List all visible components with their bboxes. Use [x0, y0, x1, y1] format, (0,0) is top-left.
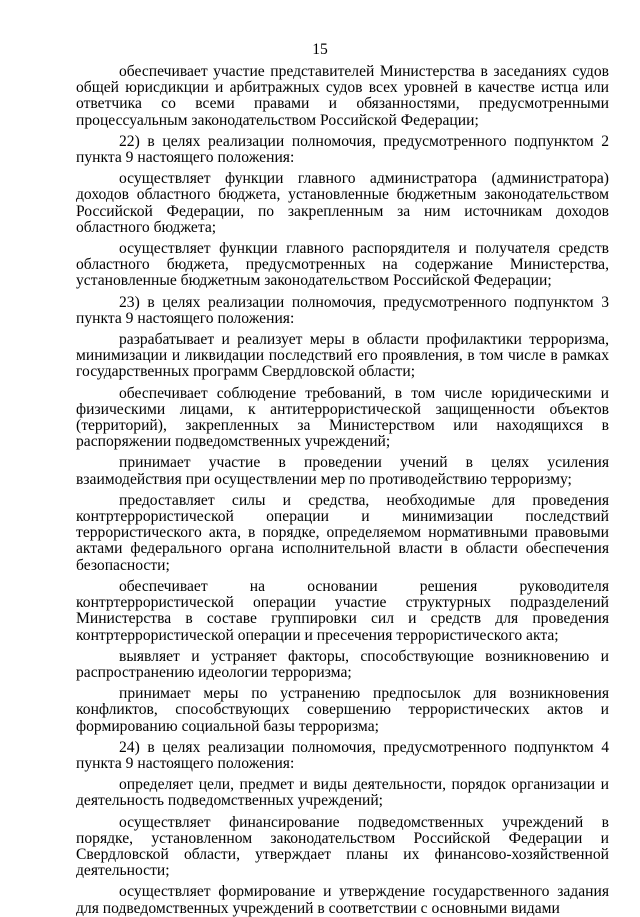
body-text: [76, 64, 609, 917]
paragraph: обеспечивает участие представителей Министерства в заседаниях судов общей юрисдикции и арбитражных судов всех уровней в качестве истца или ответчика со всеми правами и обязанностями, предусмотренными процессуальным законодательством Российской Федерации;: [76, 63, 609, 129]
paragraph: принимает меры по устранению предпосылок для возникновения конфликтов, способствующих совершению террористических актов и формированию социальной базы терроризма;: [76, 685, 609, 735]
paragraph: разрабатывает и реализует меры в области профилактики терроризма, минимизации и ликвидации последствий его проявления, в том числе в рамках государственных программ Свердловской области;: [76, 331, 609, 381]
paragraph: осуществляет функции главного распорядителя и получателя средств областного бюджета, предусмотренных на содержание Министерства, установленные бюджетным законодательством Российской Федерации;: [76, 240, 609, 290]
paragraph: обеспечивает соблюдение требований, в том числе юридическими и физическими лицами, к антитеррористической защищенности объектов (территорий), закрепленных за Министерством или находящихся в распоряжении подведомственных учреждений;: [76, 384, 609, 451]
paragraph: осуществляет финансирование подведомственных учреждений в порядке, установленном законодательством Российской Федерации и Свердловской области, утверждает планы их финансово-хозяйственной деятельности;: [76, 813, 609, 880]
paragraph: 23) в целях реализации полномочия, предусмотренного подпунктом 3 пункта 9 настоящего положения:: [76, 293, 609, 327]
page-number: 15: [312, 41, 328, 58]
paragraph: осуществляет функции главного администратора (администратора) доходов областного бюджета, установленные бюджетным законодательством Российской Федерации, по закрепленным за ним источникам доходов областного бюджета;: [76, 170, 609, 236]
paragraph: осуществляет формирование и утверждение государственного задания для подведомственных учреждений в соответствии с основными видами: [76, 883, 609, 917]
paragraph: определяет цели, предмет и виды деятельности, порядок организации и деятельность подведомственных учреждений;: [76, 776, 609, 810]
paragraph: принимает участие в проведении учений в целях усиления взаимодействия при осуществлении мер по противодействию терроризму;: [76, 454, 609, 488]
paragraph: выявляет и устраняет факторы, способствующие возникновению и распространению идеологии терроризма;: [76, 647, 609, 681]
paragraph: 22) в целях реализации полномочия, предусмотренного подпунктом 2 пункта 9 настоящего положения:: [76, 132, 609, 167]
paragraph: предоставляет силы и средства, необходимые для проведения контртеррористической операции и минимизации последствий террористического акта, в порядке, определяемом нормативными правовыми актами федерального органа исполнительной власти в области обеспечения безопасности;: [76, 491, 609, 574]
paragraph: 24) в целях реализации полномочия, предусмотренного подпунктом 4 пункта 9 настоящего положения:: [76, 738, 609, 772]
paragraph: обеспечивает на основании решения руководителя контртеррористической операции участие структурных подразделений Министерства в составе группировки сил и средств для проведения контртеррористической операции и пресечения террористического акта;: [76, 577, 609, 644]
